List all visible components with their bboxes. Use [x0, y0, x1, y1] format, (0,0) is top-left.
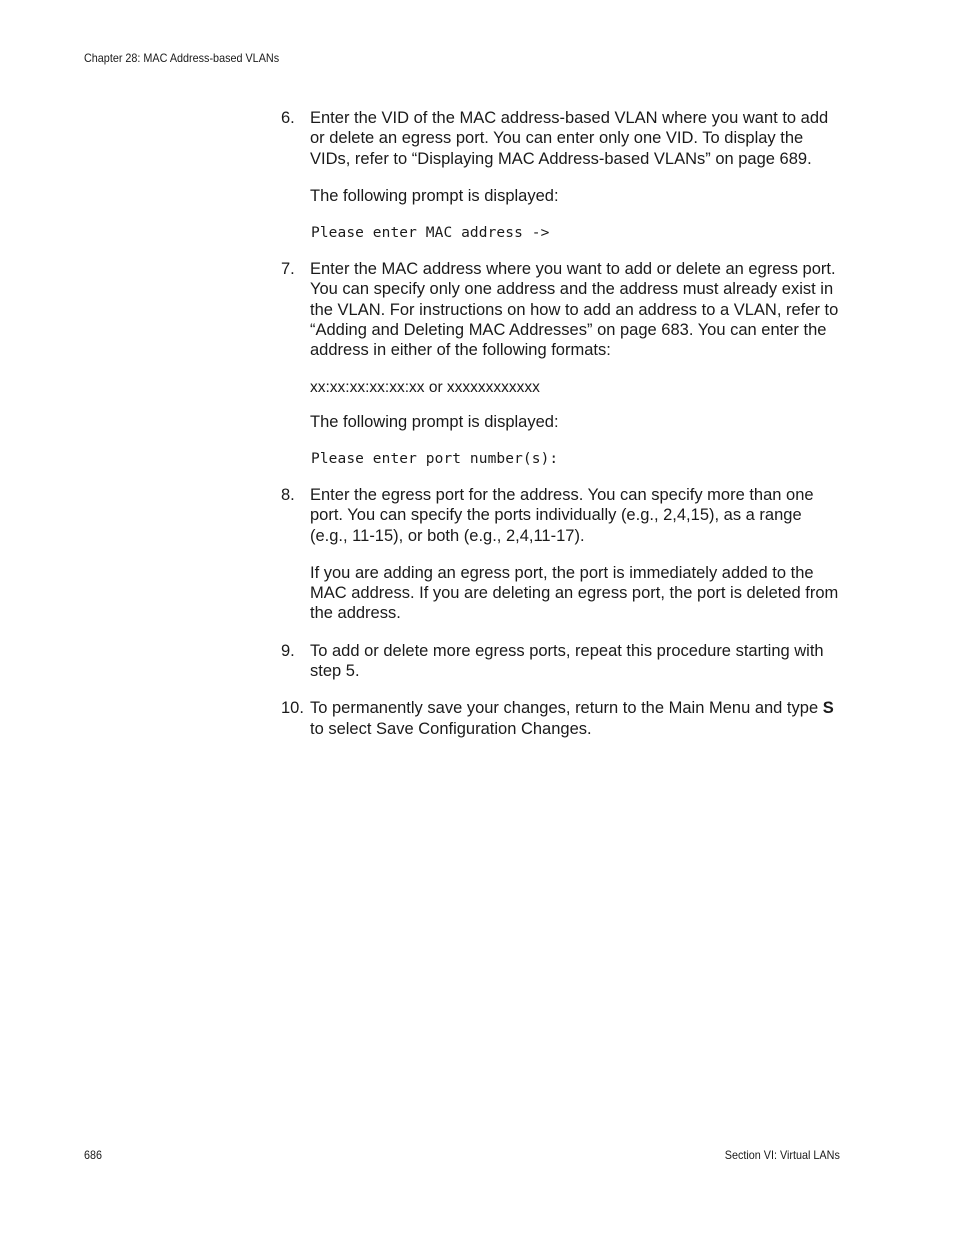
cli-prompt: Please enter port number(s): [311, 450, 559, 467]
mac-address-formats: xx:xx:xx:xx:xx:xx or xxxxxxxxxxxx [310, 378, 540, 396]
page-number: 686 [84, 1148, 103, 1162]
step-10 [281, 698, 841, 739]
step-text: Enter the VID of the MAC address-based VLAN where you want to add or delete an egress port. You can enter only one VID. To display the VIDs, refer to “Displaying MAC Address-based VLANs” on page 689. [310, 109, 829, 168]
save-key: S [822, 699, 834, 718]
step-text: To add or delete more egress ports, repeat this procedure starting with step 5. [310, 641, 824, 681]
prompt-intro: The following prompt is displayed: [310, 412, 559, 431]
step-followup: If you are adding an egress port, the port is immediately added to the MAC address. If you are deleting an egress port, the port is deleted from the address. [310, 563, 839, 623]
step-number: 6. [281, 109, 295, 127]
step-6 [281, 108, 841, 169]
step-text: To permanently save your changes, return to the Main Menu and type [310, 699, 819, 718]
step-7 [281, 259, 841, 360]
running-footer: Section VI: Virtual LANs [724, 1148, 840, 1162]
step-text-tail: to select Save Configuration Changes. [310, 719, 592, 738]
step-8 [281, 485, 841, 546]
step-text: Enter the MAC address where you want to add or delete an egress port. You can specify only one address and the address must already exist in the VLAN. For instructions on how to add an address to a VLAN, refer to “Adding and Deleting MAC Addresses” on page 683. You can enter the address in either of the following formats: [310, 260, 839, 360]
cli-prompt: Please enter MAC address -> [311, 225, 550, 242]
step-number: 9. [281, 641, 295, 660]
step-number: 8. [281, 485, 295, 504]
step-number: 7. [281, 260, 295, 279]
prompt-intro: The following prompt is displayed: [310, 186, 559, 205]
step-number: 10. [281, 699, 304, 718]
step-text: Enter the egress port for the address. You can specify more than one port. You can specify the ports individually (e.g., 2,4,15), as a range (e.g., 11-15), or both (e.g., 2,4,11-17). [310, 485, 814, 545]
step-9 [281, 641, 841, 682]
procedure-content [281, 108, 841, 756]
running-header: Chapter 28: MAC Address-based VLANs [84, 51, 280, 65]
